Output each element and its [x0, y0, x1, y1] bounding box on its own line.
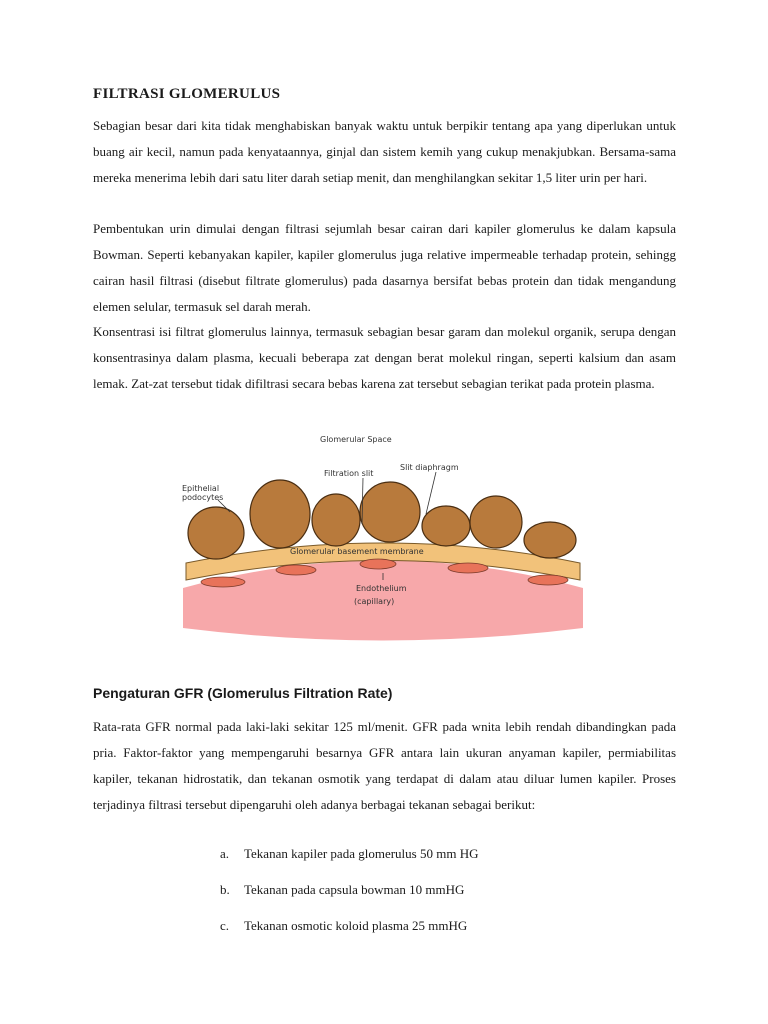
list-item-text: Tekanan pada capsula bowman 10 mmHG [244, 882, 465, 897]
podocyte [250, 480, 310, 548]
pointer-line [426, 472, 436, 514]
glomerular-filtration-diagram [178, 428, 588, 643]
list-item-text: Tekanan osmotic koloid plasma 25 mmHG [244, 918, 468, 933]
label-filtration-slit: Filtration slit [324, 469, 374, 478]
label-podocytes: podocytes [182, 493, 224, 502]
endothelial-cell [360, 559, 396, 569]
endothelial-cell [276, 565, 316, 575]
endothelial-cell [201, 577, 245, 587]
podocyte [360, 482, 420, 542]
endothelial-cell [528, 575, 568, 585]
label-endothelium: Endothelium [356, 584, 407, 593]
list-item [220, 882, 464, 898]
paragraph-gfr: Rata-rata GFR normal pada laki-laki sekitar 125 ml/menit. GFR pada wnita lebih rendah dibandingkan pada pria. Faktor-faktor yang mempengaruhi besarnya GFR antara lain ukuran anyaman kapiler, permiabilitas kapiler, tekanan hidrostatik, dan tekanan osmotik yang terdapat di dalam atau diluar lumen kapiler. Proses terjadinya filtrasi tersebut dipengaruhi oleh adanya berbagai tekanan sebagai berikut: [93, 719, 676, 812]
podocyte [470, 496, 522, 548]
podocyte [524, 522, 576, 558]
label-capillary: (capillary) [354, 597, 395, 606]
paragraph-urine-formation: Pembentukan urin dimulai dengan filtrasi sejumlah besar cairan dari kapiler glomerulus ke dalam kapsula Bowman. Seperti kebanyakan kapiler, kapiler glomerulus juga relative impermeable terhadap protein, sehingg cairan hasil filtrasi (disebut filtrate glomerulus) pada dasarnya bersifat bebas protein dan tidak mengandung elemen selular, termasuk sel darah merah. [93, 221, 676, 314]
label-glomerular-space: Glomerular Space [320, 435, 392, 444]
podocyte [188, 507, 244, 559]
list-marker: b. [220, 882, 230, 897]
list-marker: a. [220, 846, 230, 861]
paragraph-intro: Sebagian besar dari kita tidak menghabiskan banyak waktu untuk berpikir tentang apa yang diperlukan untuk buang air kecil, namun pada kenyataannya, ginjal dan sistem kemih yang cukup menakjubkan. Bersama-sama mereka menerima lebih dari satu liter darah setiap menit, dan menghilangkan sekitar 1,5 liter urin per hari. [93, 118, 676, 185]
label-epithelial: Epithelial [182, 484, 220, 493]
paragraph-filtrate-concentration: Konsentrasi isi filtrat glomerulus lainnya, termasuk sebagian besar garam dan molekul organik, serupa dengan konsentrasinya dalam plasma, kecuali beberapa zat dengan berat molekul ringan, seperti kalsium dan asam lemak. Zat-zat tersebut tidak difiltrasi secara bebas karena zat tersebut sebagian terikat pada protein plasma. [93, 324, 676, 391]
diagram-svg [178, 428, 588, 643]
section-heading-gfr: Pengaturan GFR (Glomerulus Filtration Rate) [93, 685, 393, 701]
label-basement-membrane: Glomerular basement membrane [290, 547, 424, 556]
list-item [220, 918, 467, 934]
list-item [220, 846, 478, 862]
list-marker: c. [220, 918, 230, 933]
podocyte [312, 494, 360, 546]
label-slit-diaphragm: Slit diaphragm [400, 463, 459, 472]
podocyte [422, 506, 470, 546]
endothelial-cell [448, 563, 488, 573]
list-item-text: Tekanan kapiler pada glomerulus 50 mm HG [244, 846, 479, 861]
document-title: FILTRASI GLOMERULUS [93, 86, 281, 102]
